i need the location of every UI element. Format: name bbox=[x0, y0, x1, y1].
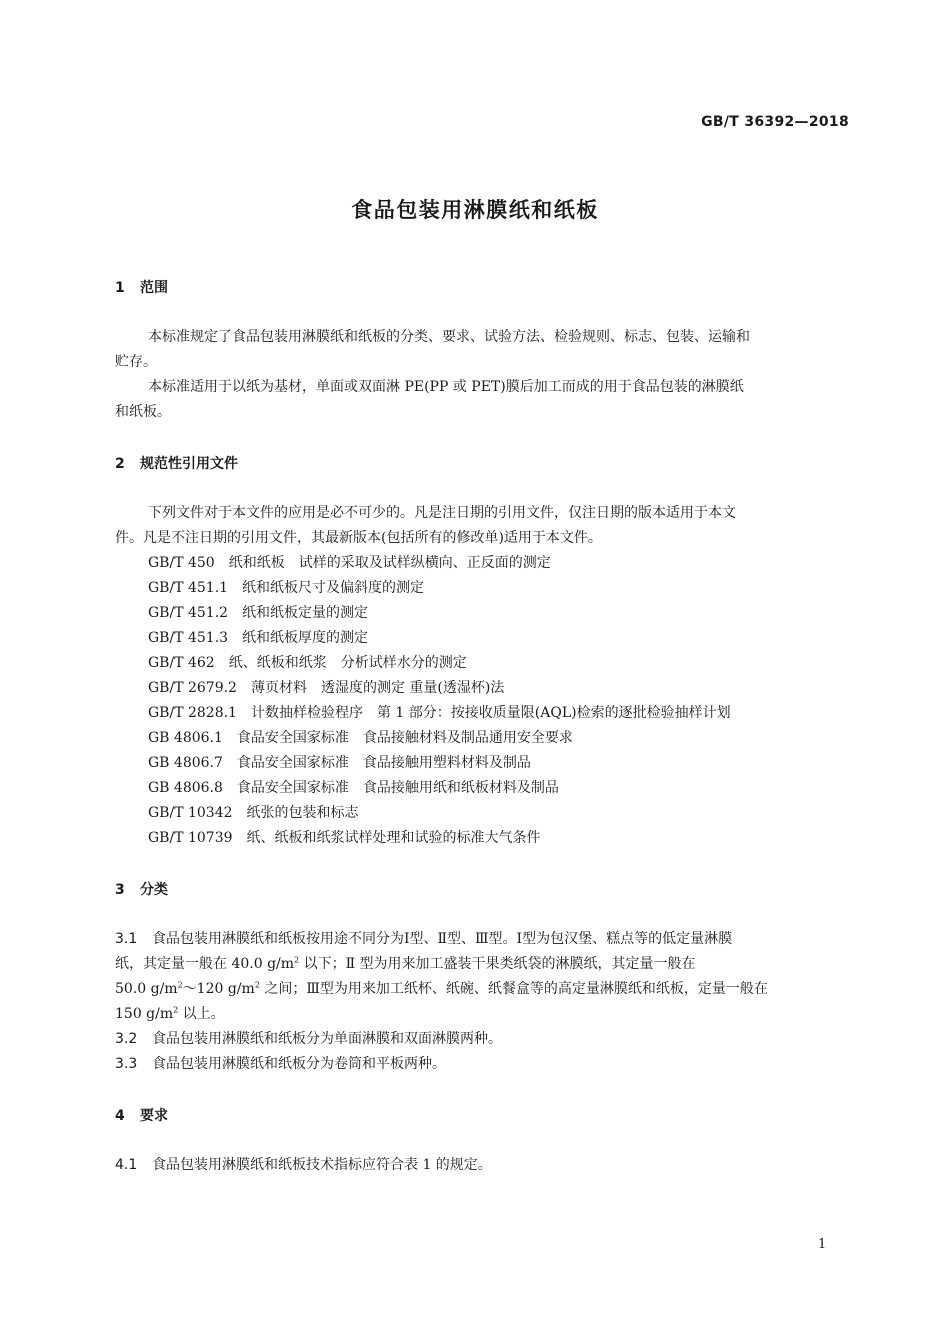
clause-3-1 bbox=[115, 928, 732, 948]
reference-title: 计数抽样检验程序 第 1 部分：按接收质量限(AQL)检索的逐批检验抽样计划 bbox=[250, 705, 731, 721]
clause-number: 3.2 bbox=[115, 1031, 138, 1047]
clause-number: 4.1 bbox=[115, 1157, 138, 1173]
reference-code: GB 4806.1 bbox=[148, 730, 223, 746]
reference-title: 纸和纸板厚度的测定 bbox=[242, 630, 369, 646]
reference-item bbox=[148, 827, 541, 847]
reference-title: 薄页材料 透湿度的测定 重量(透湿杯)法 bbox=[250, 680, 505, 696]
reference-code: GB/T 450 bbox=[148, 555, 215, 571]
clause-number: 3.1 bbox=[115, 931, 138, 947]
text-run: ～120 g/m bbox=[182, 981, 255, 997]
reference-title: 纸张的包装和标志 bbox=[246, 805, 359, 821]
reference-code: GB/T 462 bbox=[148, 655, 215, 671]
section-2-heading bbox=[115, 453, 238, 473]
reference-title: 食品安全国家标准 食品接触用塑料材料及制品 bbox=[236, 755, 531, 771]
clause-number: 3.3 bbox=[115, 1056, 138, 1072]
superscript: 2 bbox=[177, 980, 183, 990]
reference-code: GB/T 2828.1 bbox=[148, 705, 237, 721]
reference-item bbox=[148, 752, 531, 772]
reference-code: GB/T 2679.2 bbox=[148, 680, 237, 696]
clause-4-1 bbox=[115, 1154, 492, 1174]
clause-text: 食品包装用淋膜纸和纸板分为卷筒和平板两种。 bbox=[152, 1056, 446, 1072]
standard-number: GB/T 36392—2018 bbox=[701, 114, 849, 130]
superscript: 2 bbox=[294, 955, 300, 965]
section-title: 规范性引用文件 bbox=[140, 456, 238, 472]
text-run: 50.0 g/m bbox=[115, 981, 178, 997]
reference-code: GB 4806.7 bbox=[148, 755, 223, 771]
clause-3-3 bbox=[115, 1053, 446, 1073]
clause-text: 食品包装用淋膜纸和纸板分为单面淋膜和双面淋膜两种。 bbox=[152, 1031, 502, 1047]
section-title: 分类 bbox=[140, 882, 168, 898]
document-title: 食品包装用淋膜纸和纸板 bbox=[351, 198, 599, 222]
reference-item bbox=[148, 552, 551, 572]
reference-item bbox=[148, 777, 559, 797]
section-1-heading bbox=[115, 277, 168, 297]
paragraph-line: 件。凡是不注日期的引用文件，其最新版本(包括所有的修改单)适用于本文件。 bbox=[115, 530, 602, 546]
clause-text: 食品包装用淋膜纸和纸板按用途不同分为Ⅰ型、Ⅱ型、Ⅲ型。Ⅰ型为包汉堡、糕点等的低定量淋膜 bbox=[152, 931, 733, 947]
section-3-heading bbox=[115, 879, 168, 899]
section-number: 4 bbox=[115, 1108, 125, 1124]
text-run: 以上。 bbox=[178, 1006, 225, 1022]
paragraph-line: 和纸板。 bbox=[115, 404, 171, 420]
reference-title: 食品安全国家标准 食品接触材料及制品通用安全要求 bbox=[236, 730, 573, 746]
text-run: 以下；Ⅱ 型为用来加工盛装干果类纸袋的淋膜纸，其定量一般在 bbox=[299, 956, 696, 972]
reference-item bbox=[148, 702, 731, 722]
reference-item bbox=[148, 652, 467, 672]
section-title: 要求 bbox=[140, 1108, 168, 1124]
text-run: 之间；Ⅲ型为用来加工纸杯、纸碗、纸餐盒等的高定量淋膜纸和纸板，定量一般在 bbox=[259, 981, 768, 997]
section-number: 2 bbox=[115, 456, 125, 472]
paragraph-line: 下列文件对于本文件的应用是必不可少的。凡是注日期的引用文件，仅注日期的版本适用于本文 bbox=[148, 505, 736, 521]
reference-title: 纸、纸板和纸浆 分析试样水分的测定 bbox=[228, 655, 467, 671]
clause-text: 食品包装用淋膜纸和纸板技术指标应符合表 1 的规定。 bbox=[152, 1157, 492, 1173]
paragraph-line bbox=[115, 953, 696, 973]
reference-item bbox=[148, 577, 424, 597]
page-number: 1 bbox=[818, 1237, 827, 1252]
reference-title: 纸和纸板定量的测定 bbox=[242, 605, 369, 621]
superscript: 2 bbox=[254, 980, 260, 990]
clause-3-2 bbox=[115, 1028, 502, 1048]
reference-title: 纸和纸板 试样的采取及试样纵横向、正反面的测定 bbox=[228, 555, 551, 571]
reference-code: GB/T 451.1 bbox=[148, 580, 229, 596]
paragraph-line: 贮存。 bbox=[115, 354, 157, 370]
reference-item bbox=[148, 677, 504, 697]
reference-item bbox=[148, 602, 368, 622]
section-number: 3 bbox=[115, 882, 125, 898]
paragraph-line bbox=[115, 1003, 225, 1023]
paragraph-line: 本标准规定了食品包装用淋膜纸和纸板的分类、要求、试验方法、检验规则、标志、包装、运输和 bbox=[148, 329, 750, 345]
text-run: 150 g/m bbox=[115, 1006, 174, 1022]
superscript: 2 bbox=[173, 1005, 179, 1015]
reference-title: 纸、纸板和纸浆试样处理和试验的标准大气条件 bbox=[246, 830, 541, 846]
reference-code: GB 4806.8 bbox=[148, 780, 223, 796]
reference-code: GB/T 451.2 bbox=[148, 605, 229, 621]
reference-code: GB/T 10342 bbox=[148, 805, 233, 821]
paragraph-line bbox=[115, 978, 768, 998]
reference-item bbox=[148, 727, 573, 747]
paragraph-line: 本标准适用于以纸为基材，单面或双面淋 PE(PP 或 PET)膜后加工而成的用于食品包装的淋膜纸 bbox=[148, 379, 744, 395]
reference-title: 纸和纸板尺寸及偏斜度的测定 bbox=[242, 580, 425, 596]
section-4-heading bbox=[115, 1105, 168, 1125]
text-run: 纸，其定量一般在 40.0 g/m bbox=[115, 956, 295, 972]
reference-code: GB/T 451.3 bbox=[148, 630, 229, 646]
reference-code: GB/T 10739 bbox=[148, 830, 233, 846]
reference-item bbox=[148, 627, 368, 647]
reference-item bbox=[148, 802, 359, 822]
reference-title: 食品安全国家标准 食品接触用纸和纸板材料及制品 bbox=[236, 780, 559, 796]
section-title: 范围 bbox=[140, 280, 168, 296]
section-number: 1 bbox=[115, 280, 125, 296]
